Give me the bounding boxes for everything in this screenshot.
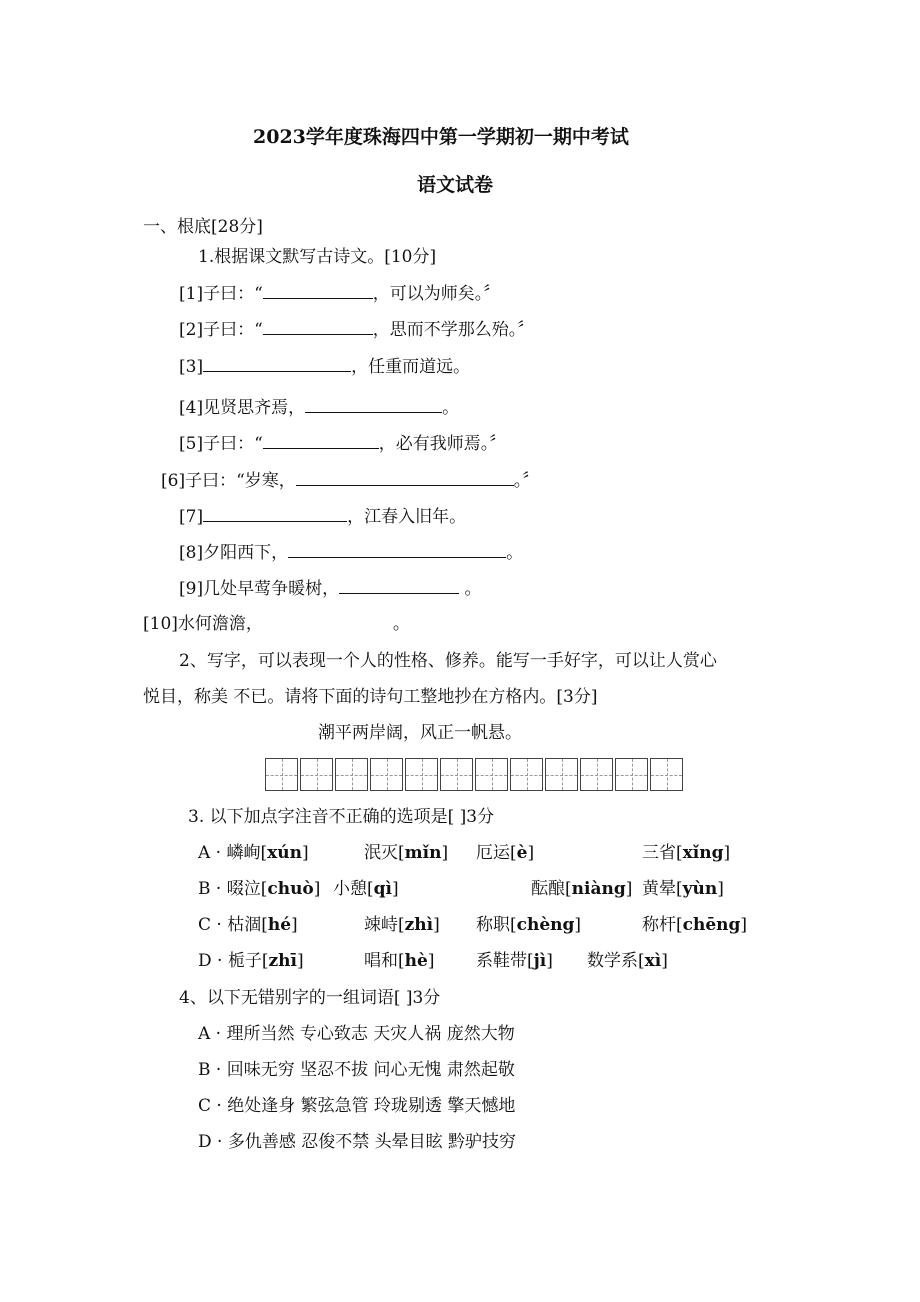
bracket: ] xyxy=(291,915,298,935)
item-text: 。〞 xyxy=(513,471,540,491)
q3-option-a-word-4 xyxy=(642,842,730,864)
item-text: ，江春入旧年。 xyxy=(347,507,467,527)
q4-option-b[interactable] xyxy=(198,1059,515,1081)
bracket: ] xyxy=(625,879,633,899)
answer-blank[interactable] xyxy=(263,432,379,449)
option-text: 理所当然 专心致志 天灾人祸 庞然大物 xyxy=(226,1024,515,1044)
pinyin: qì xyxy=(373,879,392,899)
word-text: 嶙峋[ xyxy=(226,843,268,863)
q3-option-a-word-1 xyxy=(198,842,309,864)
pinyin: xì xyxy=(644,951,662,971)
option-label[interactable]: A · xyxy=(198,843,227,863)
item-text: [4]见贤思齐焉， xyxy=(179,398,306,418)
answer-blank[interactable] xyxy=(339,577,459,594)
q3-option-d-word-4 xyxy=(587,950,668,972)
bracket: ] xyxy=(723,843,731,863)
bracket: ] xyxy=(296,951,304,971)
pinyin: niàng xyxy=(571,879,626,899)
answer-blank[interactable] xyxy=(203,505,347,522)
q1-item-2 xyxy=(179,318,534,341)
q3-option-b-word-3 xyxy=(531,878,632,900)
word-text: 栀子[ xyxy=(227,951,269,971)
grid-cell[interactable] xyxy=(615,758,648,791)
q1-item-9 xyxy=(179,577,482,600)
item-text: [1]子曰：“ xyxy=(179,284,263,304)
bracket: ] xyxy=(392,879,399,899)
option-text: 多仇善感 忍俊不禁 头晕目眩 黔驴技穷 xyxy=(227,1132,517,1152)
grid-cell[interactable] xyxy=(440,758,473,791)
option-label: A · xyxy=(198,1024,227,1044)
bracket: ] xyxy=(527,843,535,863)
q2-stem-line1: 2、写字，可以表现一个人的性格、修养。能写一手好字，可以让人赏心 xyxy=(179,651,717,671)
q1-item-8 xyxy=(179,541,523,564)
pinyin: xǐng xyxy=(682,843,724,863)
pinyin: è xyxy=(516,843,528,863)
word-text: 泯灭[ xyxy=(364,843,405,863)
answer-blank[interactable] xyxy=(203,355,351,372)
q3-option-d-word-1 xyxy=(198,950,304,972)
word-text: 三省[ xyxy=(642,843,683,863)
q3-option-b-word-4 xyxy=(642,878,724,900)
q3-option-b-word-2 xyxy=(333,878,399,900)
word-text: 啜泣[ xyxy=(226,879,268,899)
item-text: ，任重而道远。 xyxy=(351,357,471,377)
bracket: ] xyxy=(427,951,435,971)
item-text: 。 xyxy=(442,398,460,418)
word-text: 唱和[ xyxy=(364,951,405,971)
item-text: 。 xyxy=(459,579,482,599)
q4-option-c[interactable] xyxy=(198,1095,515,1117)
pinyin: xún xyxy=(267,843,302,863)
item-text: 。 xyxy=(506,543,524,563)
answer-blank[interactable] xyxy=(288,541,506,558)
word-text: 竦峙[ xyxy=(364,915,405,935)
word-text: 数学系[ xyxy=(587,951,645,971)
q4-stem: 4、以下无错别字的一组词语[ ]3分 xyxy=(179,988,441,1008)
q3-option-b-word-1 xyxy=(198,878,320,900)
writing-grid xyxy=(265,758,683,791)
bracket: ] xyxy=(740,915,748,935)
word-text: 黄晕[ xyxy=(642,879,683,899)
grid-cell[interactable] xyxy=(370,758,403,791)
q3-option-d-word-2 xyxy=(364,950,434,972)
item-text: ，必有我师焉。〞 xyxy=(378,434,507,454)
word-text: 系鞋带[ xyxy=(476,951,534,971)
grid-cell[interactable] xyxy=(475,758,508,791)
word-text: 枯涸[ xyxy=(227,915,268,935)
bracket: ] xyxy=(574,915,582,935)
pinyin: chèng xyxy=(516,915,575,935)
item-text: [9]几处早莺争暖树， xyxy=(179,579,340,599)
q3-option-c-word-1 xyxy=(198,914,298,936)
grid-cell[interactable] xyxy=(545,758,578,791)
bracket: ] xyxy=(661,951,668,971)
grid-cell[interactable] xyxy=(510,758,543,791)
q1-item-7 xyxy=(179,505,466,528)
answer-blank[interactable] xyxy=(305,396,442,413)
word-text: 称杆[ xyxy=(642,915,683,935)
answer-blank[interactable] xyxy=(296,469,514,486)
q3-option-a-word-2 xyxy=(364,842,448,864)
item-text: [2]子曰：“ xyxy=(179,320,263,340)
pinyin: zhì xyxy=(404,915,434,935)
q1-item-6 xyxy=(161,469,539,492)
item-text: [8]夕阳西下， xyxy=(179,543,289,563)
q1-item-3 xyxy=(179,355,470,378)
q3-stem: 3. 以下加点字注音不正确的选项是[ ]3分 xyxy=(188,807,495,827)
q4-option-a[interactable] xyxy=(198,1023,515,1045)
q3-option-d-word-3 xyxy=(476,950,553,972)
option-text: 回味无穷 坚忍不拔 问心无愧 肃然起敬 xyxy=(226,1060,515,1080)
q1-item-4 xyxy=(179,396,459,419)
bracket: ] xyxy=(717,879,724,899)
word-text: 称职[ xyxy=(476,915,517,935)
option-label: D · xyxy=(198,1132,228,1152)
item-text: [10]水何澹澹， xyxy=(143,614,263,634)
grid-cell[interactable] xyxy=(300,758,333,791)
bracket: ] xyxy=(313,879,321,899)
option-label: B · xyxy=(198,1060,227,1080)
pinyin: hè xyxy=(404,951,428,971)
q1-item-1 xyxy=(179,282,500,305)
q3-option-c-word-3 xyxy=(476,914,581,936)
item-text: [5]子曰：“ xyxy=(179,434,263,454)
item-text: 。 xyxy=(392,614,410,634)
word-text: 小憩[ xyxy=(333,879,374,899)
exam-title: 2023学年度珠海四中第一学期初一期中考试 xyxy=(253,126,629,148)
bracket: ] xyxy=(546,951,553,971)
q2-stem-line2: 悦目，称美 不已。请将下面的诗句工整地抄在方格内。[3分] xyxy=(143,687,598,707)
bracket: ] xyxy=(433,915,440,935)
pinyin: mǐn xyxy=(404,843,442,863)
q2-poem: 潮平两岸阔，风正一帆悬。 xyxy=(318,723,522,743)
pinyin: jì xyxy=(533,951,547,971)
q1-item-5 xyxy=(179,432,506,455)
pinyin: zhī xyxy=(268,951,297,971)
grid-cell[interactable] xyxy=(405,758,438,791)
pinyin: yùn xyxy=(682,879,718,899)
option-label[interactable]: C · xyxy=(198,915,228,935)
grid-cell[interactable] xyxy=(580,758,613,791)
option-label: C · xyxy=(198,1096,228,1116)
option-text: 绝处逢身 繁弦急管 玲珑剔透 擎天憾地 xyxy=(227,1096,516,1116)
answer-blank[interactable] xyxy=(263,318,373,335)
answer-blank[interactable] xyxy=(263,282,373,299)
option-label[interactable]: B · xyxy=(198,879,227,899)
item-text: ，思而不学那么殆。〞 xyxy=(372,320,535,340)
word-text: 酝酿[ xyxy=(531,879,572,899)
q3-option-c-word-4 xyxy=(642,914,747,936)
word-text: 厄运[ xyxy=(476,843,517,863)
item-text: [6]子曰：“岁寒， xyxy=(161,471,296,491)
q4-option-d[interactable] xyxy=(198,1131,516,1153)
pinyin: hé xyxy=(267,915,292,935)
grid-cell[interactable] xyxy=(335,758,368,791)
exam-subtitle: 语文试卷 xyxy=(417,174,494,196)
pinyin: chēng xyxy=(682,915,741,935)
grid-cell[interactable] xyxy=(650,758,683,791)
q3-option-c-word-2 xyxy=(364,914,440,936)
q1-stem: 1.根据课文默写古诗文。[10分] xyxy=(198,247,437,267)
item-text: ，可以为师矣。〞 xyxy=(372,284,501,304)
q1-item-10 xyxy=(143,613,410,635)
pinyin: chuò xyxy=(267,879,314,899)
bracket: ] xyxy=(441,843,449,863)
grid-cell[interactable] xyxy=(265,758,298,791)
item-text: [7] xyxy=(179,507,204,527)
bracket: ] xyxy=(302,843,309,863)
option-label[interactable]: D · xyxy=(198,951,228,971)
section-heading: 一、根底[28分] xyxy=(143,217,263,237)
item-text: [3] xyxy=(179,357,204,377)
q3-option-a-word-3 xyxy=(476,842,534,864)
